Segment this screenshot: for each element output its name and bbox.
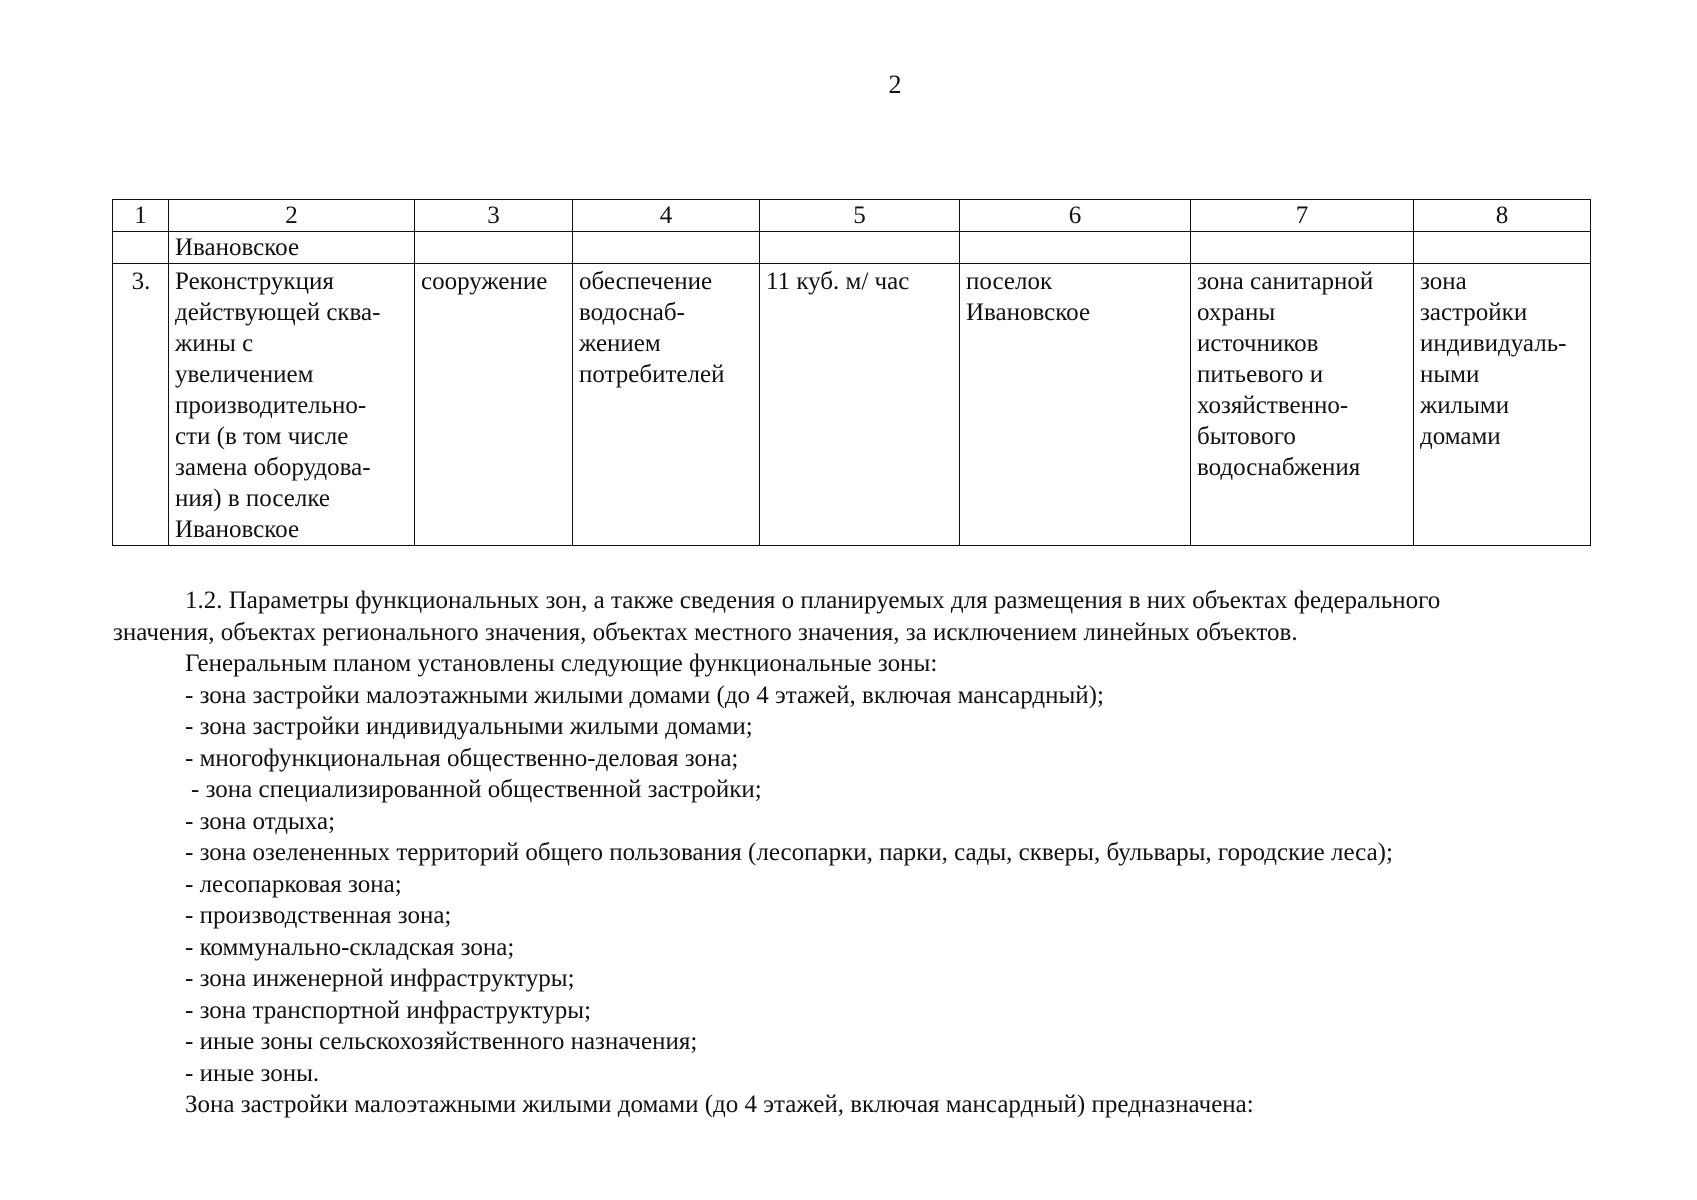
list-item: - зона отдыха; bbox=[185, 807, 336, 835]
text-line: источников bbox=[1197, 330, 1319, 357]
location-cell bbox=[960, 264, 1191, 546]
text-line: зона санитарной bbox=[1197, 268, 1374, 295]
table-cell bbox=[760, 232, 960, 264]
section-heading-continuation: значения, объектах регионального значения, объектах местного значения, за исключением линейных объектов. bbox=[113, 618, 1298, 646]
text-line: водоснаб- bbox=[579, 299, 685, 326]
list-item: - многофункциональная общественно-деловая зона; bbox=[185, 744, 739, 772]
text-line: жины с bbox=[175, 330, 254, 357]
row-number-cell: 3. bbox=[113, 264, 169, 546]
list-item: - зона инженерной инфраструктуры; bbox=[185, 965, 575, 992]
column-number-1: 1 bbox=[113, 200, 169, 232]
text-line: индивидуаль- bbox=[1420, 330, 1567, 357]
text-line: хозяйственно- bbox=[1197, 392, 1349, 419]
list-item: - производственная зона; bbox=[185, 902, 452, 929]
table-row bbox=[113, 264, 1591, 546]
column-number-4: 4 bbox=[573, 200, 760, 232]
protection-zone-cell bbox=[1191, 264, 1414, 546]
text-line: водоснабжения bbox=[1197, 454, 1361, 481]
list-item: - зона застройки малоэтажными жилыми домами (до 4 этажей, включая мансардный); bbox=[185, 681, 1104, 709]
closing-sentence: Зона застройки малоэтажными жилыми домами (до 4 этажей, включая мансардный) предназначена: bbox=[185, 1091, 1254, 1118]
text-line: жилыми bbox=[1420, 392, 1510, 419]
list-item: - зона специализированной общественной застройки; bbox=[191, 776, 762, 803]
text-line: производительно- bbox=[175, 392, 367, 419]
column-number-8: 8 bbox=[1414, 200, 1591, 232]
list-item: - зона транспортной инфраструктуры; bbox=[185, 996, 592, 1024]
text-line: ния) в поселке bbox=[175, 485, 330, 512]
column-number-5: 5 bbox=[760, 200, 960, 232]
column-number-2: 2 bbox=[169, 200, 415, 232]
list-item: - иные зоны. bbox=[185, 1059, 320, 1087]
column-number-6: 6 bbox=[960, 200, 1191, 232]
planned-objects-table bbox=[112, 199, 1591, 546]
text-line: охраны bbox=[1197, 299, 1276, 326]
text-line: увеличением bbox=[175, 361, 314, 388]
list-item: - коммунально-складская зона; bbox=[185, 933, 515, 961]
text-line: застройки bbox=[1420, 299, 1528, 326]
section-heading: 1.2. Параметры функциональных зон, а также сведения о планируемых для размещения в них объектах федерального bbox=[185, 587, 1441, 614]
object-type-cell: сооружение bbox=[415, 264, 573, 546]
list-item: - зона озелененных территорий общего пользования (лесопарки, парки, сады, скверы, бульвары, городские леса); bbox=[185, 839, 1393, 866]
text-line: домами bbox=[1420, 423, 1501, 450]
text-line: жением bbox=[579, 330, 661, 357]
section-text bbox=[113, 585, 1593, 1121]
column-number-7: 7 bbox=[1191, 200, 1414, 232]
list-item: - иные зоны сельскохозяйственного назначения; bbox=[185, 1028, 698, 1055]
column-number-3: 3 bbox=[415, 200, 573, 232]
capacity-cell: 11 куб. м/ час bbox=[760, 264, 960, 546]
text-line: поселок bbox=[966, 268, 1053, 295]
table-cell bbox=[960, 232, 1191, 264]
table-cell bbox=[415, 232, 573, 264]
text-line: Ивановское bbox=[966, 299, 1091, 326]
table-row bbox=[113, 232, 1591, 264]
list-item: - лесопарковая зона; bbox=[185, 870, 402, 898]
text-line: бытового bbox=[1197, 423, 1296, 450]
text-line: потребителей bbox=[579, 361, 725, 388]
text-line: обеспечение bbox=[579, 268, 713, 295]
text-line: Реконструкция bbox=[175, 268, 334, 295]
list-item: - зона застройки индивидуальными жилыми домами; bbox=[185, 713, 753, 740]
text-line: ными bbox=[1420, 361, 1480, 388]
table-cell bbox=[573, 232, 760, 264]
purpose-cell bbox=[573, 264, 760, 546]
table-cell bbox=[1414, 232, 1591, 264]
object-name-cell bbox=[169, 264, 415, 546]
text-line: зона bbox=[1420, 268, 1467, 295]
text-line: замена оборудова- bbox=[175, 454, 371, 481]
text-line: действующей сква- bbox=[175, 299, 381, 326]
text-line: Ивановское bbox=[175, 516, 300, 543]
page-number: 2 bbox=[888, 70, 902, 99]
table-cell: Ивановское bbox=[169, 232, 415, 264]
zones-intro: Генеральным планом установлены следующие функциональные зоны: bbox=[185, 650, 938, 677]
text-line: питьевого и bbox=[1197, 361, 1324, 388]
table-cell bbox=[113, 232, 169, 264]
table-header-row bbox=[113, 200, 1591, 232]
functional-zone-cell bbox=[1414, 264, 1591, 546]
text-line: сти (в том числе bbox=[175, 423, 349, 450]
table-cell bbox=[1191, 232, 1414, 264]
